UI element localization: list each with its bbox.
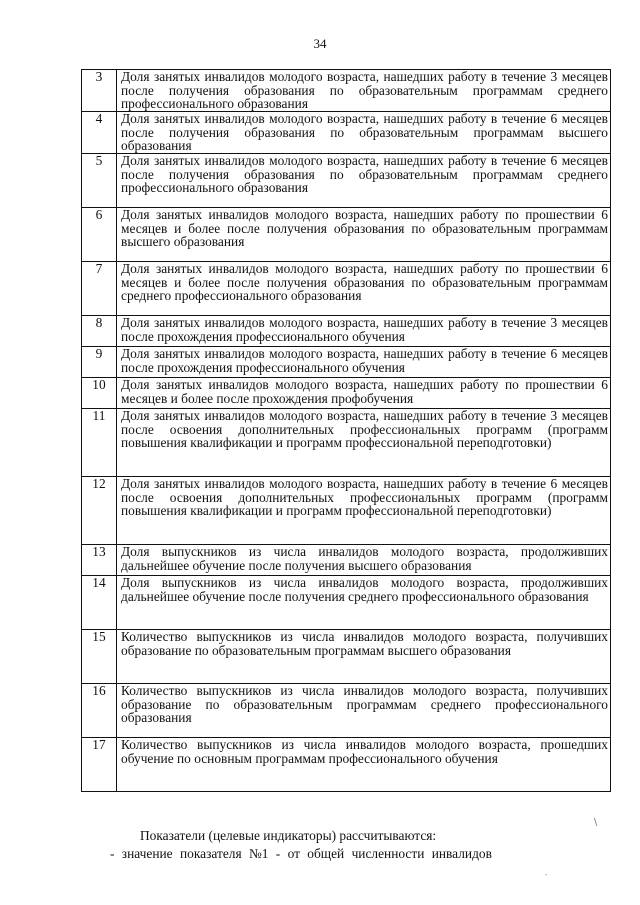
table-row (82, 477, 611, 545)
indicators-table (81, 69, 611, 792)
row-number: 5 (82, 154, 117, 208)
row-description: Доля занятых инвалидов молодого возраста, нашедших работу по прошествии 6 месяцев и более после получения образования по образовательным программам высшего образования (117, 208, 611, 262)
table-row (82, 347, 611, 378)
row-description: Доля занятых инвалидов молодого возраста, нашедших работу по прошествии 6 месяцев и более после получения образования по образовательным программам среднего профессионального образования (117, 262, 611, 316)
scan-artifact: ∖ (592, 818, 599, 829)
table-row (82, 70, 611, 112)
table-row (82, 208, 611, 262)
scan-artifact: ∙ (545, 870, 548, 881)
row-description: Доля занятых инвалидов молодого возраста, нашедших работу в течение 3 месяцев после получения образования по образовательным программам среднего профессионального образования (117, 70, 611, 112)
row-number: 9 (82, 347, 117, 378)
row-number: 12 (82, 477, 117, 545)
table-row (82, 409, 611, 477)
row-description: Доля занятых инвалидов молодого возраста, нашедших работу по прошествии 6 месяцев и более после прохождения профобучения (117, 378, 611, 409)
row-description: Доля выпускников из числа инвалидов молодого возраста, продолживших дальнейшее обучение после получения высшего образования (117, 545, 611, 576)
table-row (82, 738, 611, 792)
table-row (82, 112, 611, 154)
indicator-1-note: - значение показателя №1 - от общей численности инвалидов (110, 846, 492, 861)
row-description: Доля занятых инвалидов молодого возраста, нашедших работу в течение 3 месяцев после прохождения профессионального обучения (117, 316, 611, 347)
row-description: Количество выпускников из числа инвалидов молодого возраста, получивших образование по образовательным программам среднего профессионального образования (117, 684, 611, 738)
row-number: 8 (82, 316, 117, 347)
row-description: Доля выпускников из числа инвалидов молодого возраста, продолживших дальнейшее обучение после получения среднего профессионального образования (117, 576, 611, 630)
calculation-intro: Показатели (целевые индикаторы) рассчитываются: (140, 828, 437, 843)
row-description: Доля занятых инвалидов молодого возраста, нашедших работу в течение 6 месяцев после прохождения профессионального обучения (117, 347, 611, 378)
row-number: 14 (82, 576, 117, 630)
row-number: 7 (82, 262, 117, 316)
page-number: 34 (313, 36, 327, 51)
row-description: Доля занятых инвалидов молодого возраста, нашедших работу в течение 3 месяцев после освоения дополнительных профессиональных программ (программ повышения квалификации и программ профессиональной переподготовки) (117, 409, 611, 477)
row-number: 4 (82, 112, 117, 154)
table-row (82, 576, 611, 630)
row-number: 13 (82, 545, 117, 576)
table-row (82, 154, 611, 208)
row-description: Количество выпускников из числа инвалидов молодого возраста, получивших образование по образовательным программам высшего образования (117, 630, 611, 684)
row-description: Доля занятых инвалидов молодого возраста, нашедших работу в течение 6 месяцев после получения образования по образовательным программам среднего профессионального образования (117, 154, 611, 208)
row-number: 6 (82, 208, 117, 262)
table-row (82, 378, 611, 409)
row-number: 17 (82, 738, 117, 792)
row-number: 3 (82, 70, 117, 112)
table-row (82, 316, 611, 347)
table-row (82, 684, 611, 738)
row-description: Количество выпускников из числа инвалидов молодого возраста, прошедших обучение по основным программам профессионального обучения (117, 738, 611, 792)
row-number: 15 (82, 630, 117, 684)
row-description: Доля занятых инвалидов молодого возраста, нашедших работу в течение 6 месяцев после освоения дополнительных профессиональных программ (программ повышения квалификации и программ профессиональной переподготовки) (117, 477, 611, 545)
table-row (82, 630, 611, 684)
row-number: 16 (82, 684, 117, 738)
table-row (82, 262, 611, 316)
table-row (82, 545, 611, 576)
row-number: 10 (82, 378, 117, 409)
row-description: Доля занятых инвалидов молодого возраста, нашедших работу в течение 6 месяцев после получения образования по образовательным программам высшего образования (117, 112, 611, 154)
row-number: 11 (82, 409, 117, 477)
